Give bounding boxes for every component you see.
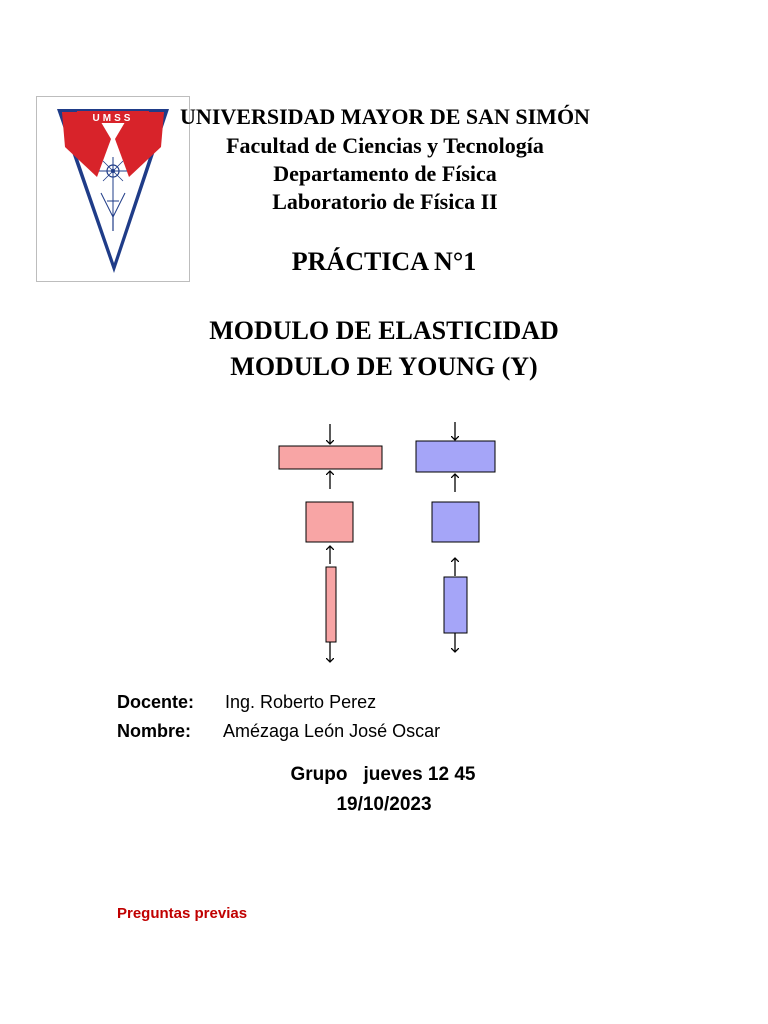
practice-number: PRÁCTICA N°1 (291, 247, 477, 276)
group-line (0, 765, 767, 784)
blue-column (416, 422, 495, 652)
red-tall-bar (326, 567, 336, 642)
title-line-1: MODULO DE ELASTICIDAD (209, 316, 559, 345)
red-square (306, 502, 353, 542)
title-line-2: MODULO DE YOUNG (Y) (230, 352, 538, 381)
nombre-label: Nombre: (117, 721, 192, 741)
docente-row (117, 693, 376, 711)
red-column (279, 424, 382, 662)
laboratory-name: Laboratorio de Física II (272, 189, 498, 214)
faculty-name: Facultad de Ciencias y Tecnología (226, 133, 544, 158)
red-wide-bar (279, 446, 382, 469)
nombre-value: Amézaga León José Oscar (223, 721, 441, 741)
blue-tall-bar (444, 577, 467, 633)
university-name: UNIVERSIDAD MAYOR DE SAN SIMÓN (180, 104, 590, 129)
blue-wide-bar (416, 441, 495, 472)
date: 19/10/2023 (336, 794, 432, 815)
logo-text: UMSS (92, 113, 134, 124)
nombre-row (117, 722, 440, 740)
docente-label: Docente: (117, 692, 195, 712)
department-name: Departamento de Física (273, 161, 497, 186)
previous-questions-heading: Preguntas previas (117, 905, 248, 922)
group-value: jueves 12 45 (363, 764, 476, 785)
blue-square (432, 502, 479, 542)
docente-value: Ing. Roberto Perez (225, 692, 377, 712)
deformation-diagram (260, 416, 520, 666)
group-label: Grupo (290, 764, 348, 785)
